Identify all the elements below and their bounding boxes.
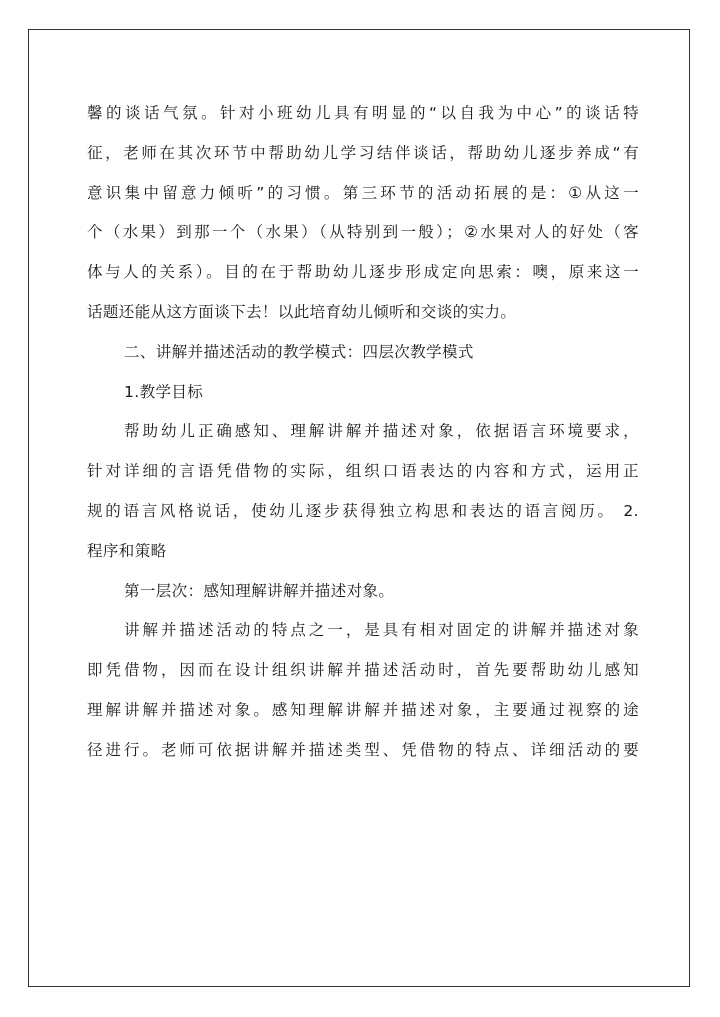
text-line: 讲解并描述活动的特点之一，是具有相对固定的讲解并描述对象 [124,621,639,640]
text-line: 规的语言风格说话，使幼儿逐步获得独立构思和表达的语言阅历。 2. [87,501,639,520]
text-line: 程序和策略 [87,541,167,560]
document-body [87,94,639,771]
subsection-heading: 1.教学目标 [124,382,204,401]
text-line: 个（水果）到那一个（水果）（从特别到一般）；②水果对人的好处（客 [87,223,639,242]
text-line: 针对详细的言语凭借物的实际，组织口语表达的内容和方式，运用正 [87,462,639,481]
text-line: 体与人的关系）。目的在于帮助幼儿逐步形成定向思索：噢，原来这一 [87,263,639,282]
section-heading: 二、讲解并描述活动的教学模式：四层次教学模式 [124,342,474,361]
subsection-heading: 第一层次：感知理解讲解并描述对象。 [124,581,395,600]
text-line: 馨的谈话气氛。针对小班幼儿具有明显的“以自我为中心”的谈话特 [87,104,639,122]
text-line: 理解讲解并描述对象。感知理解讲解并描述对象，主要通过视察的途 [87,700,639,719]
text-line: 征，老师在其次环节中帮助幼儿学习结伴谈话，帮助幼儿逐步养成“有 [87,143,639,162]
text-line: 径进行。老师可依据讲解并描述类型、凭借物的特点、详细活动的要 [87,740,639,759]
text-line: 意识集中留意力倾听”的习惯。第三环节的活动拓展的是：①从这一 [87,183,639,202]
text-line: 帮助幼儿正确感知、理解讲解并描述对象，依据语言环境要求， [124,422,639,441]
text-line: 话题还能从这方面谈下去！以此培育幼儿倾听和交谈的实力。 [87,302,517,321]
text-line: 即凭借物，因而在设计组织讲解并描述活动时，首先要帮助幼儿感知 [87,661,639,680]
